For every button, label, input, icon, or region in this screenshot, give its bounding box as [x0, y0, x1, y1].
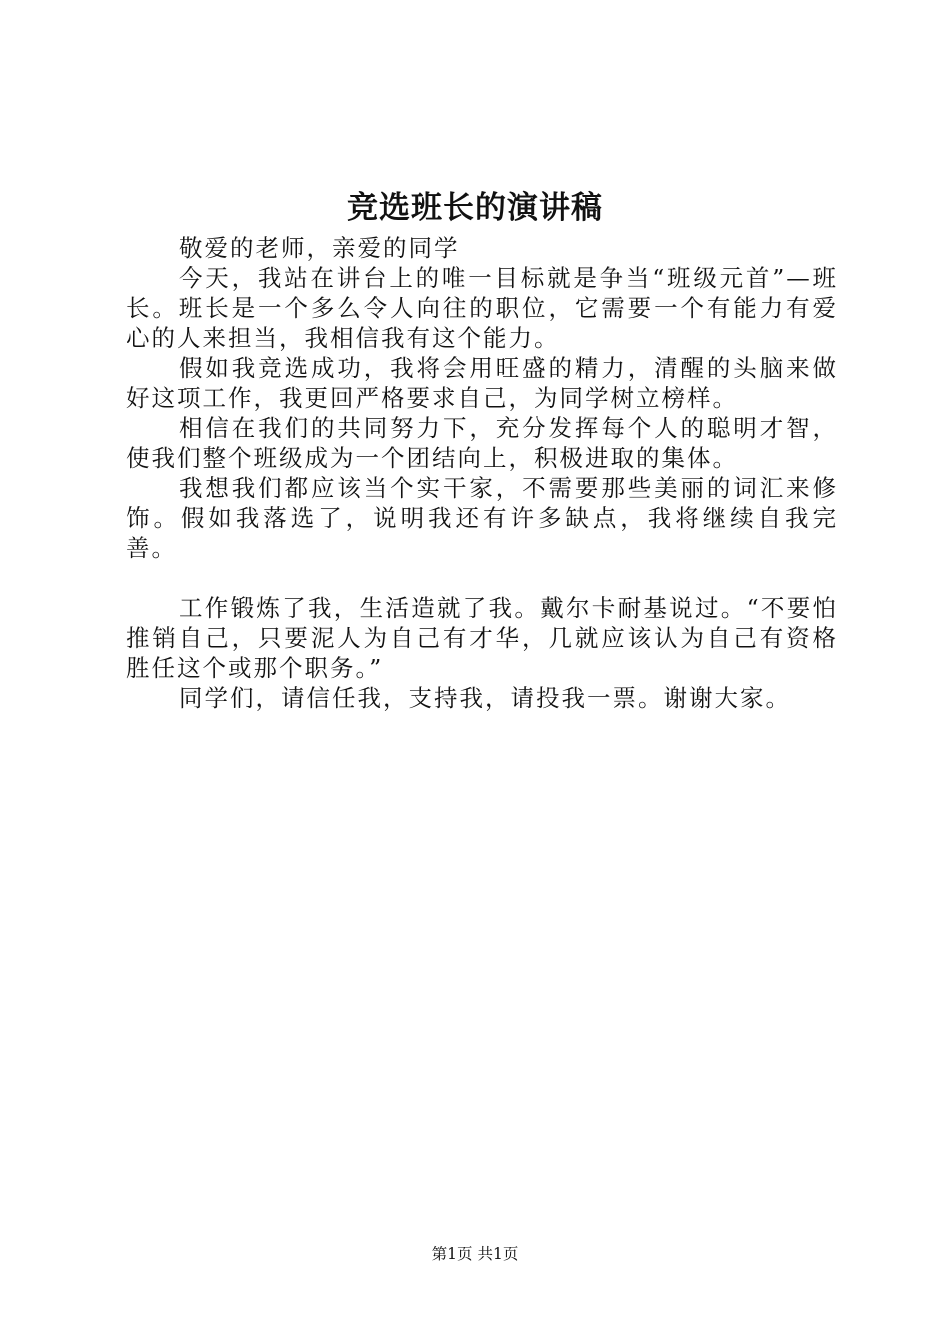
paragraph-closing: 同学们，请信任我，支持我，请投我一票。谢谢大家。 — [179, 684, 791, 712]
paragraph-greeting: 敬爱的老师，亲爱的同学 — [179, 234, 460, 262]
paragraph-promise: 假如我竞选成功，我将会用旺盛的精力，清醒的头脑来做好这项工作，我更回严格要求自己，为同学树立榜样。 — [126, 354, 838, 412]
page-footer: 第1页 共1页 — [431, 1245, 519, 1263]
paragraph-goal: 今天，我站在讲台上的唯一目标就是争当“班级元首”—班长。班长是一个多么令人向往的职位，它需要一个有能力有爱心的人来担当，我相信我有这个能力。 — [126, 264, 838, 352]
paragraph-quote: 工作锻炼了我，生活造就了我。戴尔卡耐基说过。“不要怕推销自己，只要泥人为自己有才华，几就应该认为自己有资格胜任这个或那个职务。” — [126, 594, 838, 682]
paragraph-teamwork: 相信在我们的共同努力下，充分发挥每个人的聪明才智，使我们整个班级成为一个团结向上，积极进取的集体。 — [126, 414, 838, 472]
document-body — [126, 233, 838, 713]
document-title: 竞选班长的演讲稿 — [347, 190, 603, 226]
paragraph-doer: 我想我们都应该当个实干家，不需要那些美丽的词汇来修饰。假如我落选了，说明我还有许多缺点，我将继续自我完善。 — [126, 474, 838, 562]
paragraph-spacer — [126, 563, 838, 593]
